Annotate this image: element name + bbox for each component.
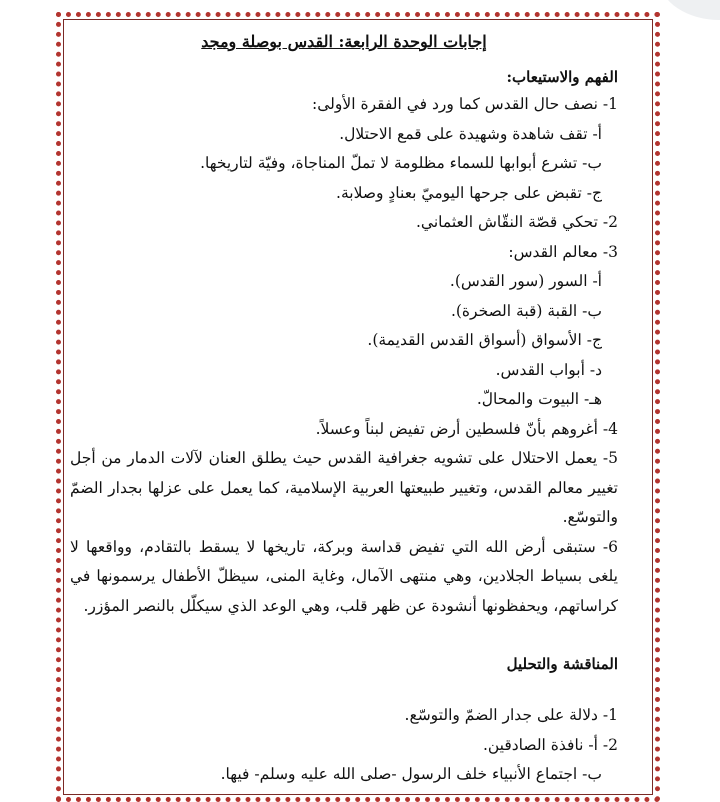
discussion-answer-2b: ب- اجتماع الأنبياء خلف الرسول -صلى الله عليه وسلم- فيها. (220, 765, 602, 783)
answer-1c: ج- تقبض على جرحها اليوميّ بعنادٍ وصلابة. (336, 183, 602, 202)
answer-4: 4- أغروهم بأنّ فلسطين أرض تفيض لبناً وعسلاً. (315, 419, 618, 438)
answer-1a: أ- تقف شاهدة وشهيدة على قمع الاحتلال. (339, 124, 602, 143)
discussion-answer-2a: 2- أ- نافذة الصادقين. (482, 735, 618, 754)
page-title: إجابات الوحدة الرابعة: القدس بوصلة ومجد (201, 32, 487, 51)
section-heading-discussion: المناقشة والتحليل (506, 655, 618, 673)
question-3: 3- معالم القدس: (508, 242, 618, 261)
question-1: 1- نصف حال القدس كما ورد في الفقرة الأولى: (312, 95, 618, 113)
document-body (70, 26, 618, 790)
answer-3a: أ- السور (سور القدس). (449, 272, 602, 290)
answer-3b: ب- القبة (قبة الصخرة). (450, 301, 602, 320)
discussion-answer-1: 1- دلالة على جدار الضمّ والتوسّع. (404, 706, 618, 724)
answer-1b: ب- تشرع أبوابها للسماء مظلومة لا تملّ المناجاة، وفيّة لتاريخها. (200, 154, 602, 172)
answer-6: 6- ستبقى أرض الله التي تفيض قداسة وبركة، تاريخها لا يسقط بالتقادم، وواقعها لا يلغى بسياط الجلادين، وهي منتهى الآمال، وغاية المنى، سيظلّ الأطفال يرسمونها في كراساتهم، ويحفظونها أنشودة عن ظهر قلب، وهي الوعد الذي سيكلّل بالنصر المؤزر. (70, 537, 619, 615)
answer-5: 5- يعمل الاحتلال على تشويه جغرافية القدس حيث يطلق العنان لآلات الدمار من أجل تغيير معالم القدس، وتغيير طبيعتها العربية الإسلامية، كما يعمل على عزلها بجدار الضمّ والتوسّع. (70, 449, 618, 526)
section-heading-comprehension: الفهم والاستيعاب: (506, 68, 618, 86)
answer-3c: ج- الأسواق (أسواق القدس القديمة). (367, 331, 602, 349)
answer-3e: هـ- البيوت والمحالّ. (476, 390, 602, 408)
page-corner-shadow (660, 0, 720, 20)
answer-2: 2- تحكي قصّة النقّاش العثماني. (416, 213, 618, 231)
answer-3d: د- أبواب القدس. (495, 360, 602, 379)
